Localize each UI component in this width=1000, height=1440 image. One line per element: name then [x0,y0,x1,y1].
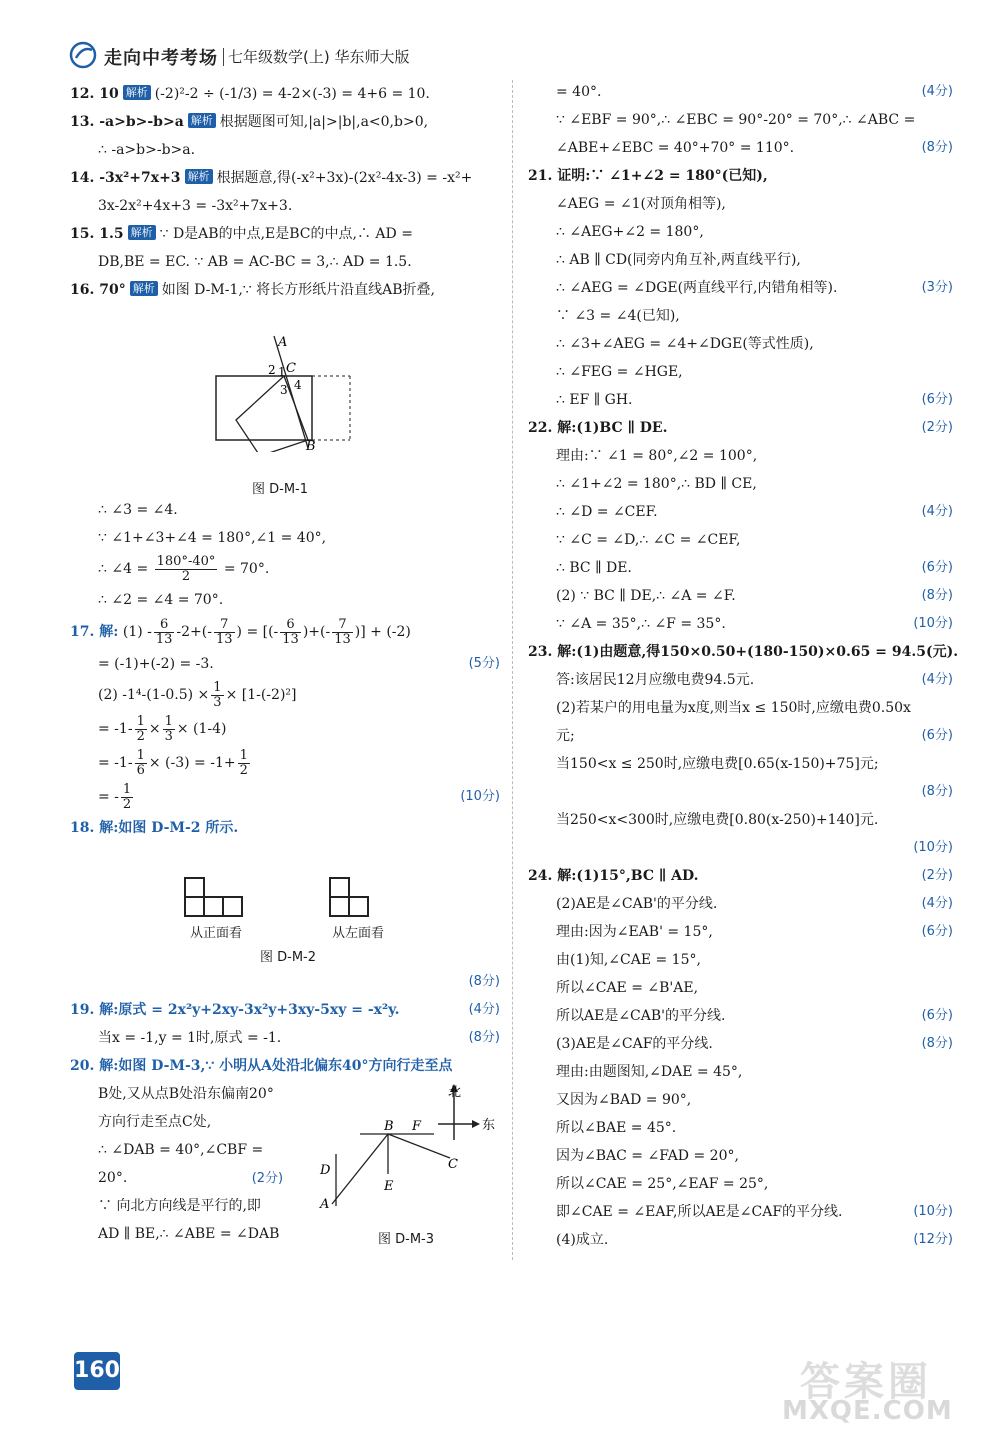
score-badge: (4分) [921,896,953,911]
q24-l13: 即∠CAE = ∠EAF,所以AE是∠CAF的平分线. (10分) [528,1198,953,1226]
score-badge: (6分) [921,560,953,575]
score-badge: (4分) [921,672,953,687]
q23-l1: 23. 解:(1)由题意,得150×0.50+(180-150)×0.65 = 94.5(元). [528,644,959,660]
analysis-tag: 解析 [188,113,216,128]
q17-l6: = - $\frac{1}{2}$ (10分) [70,780,500,814]
q22-l5: ∵ ∠C = ∠D,∴ ∠C = ∠CEF, [556,532,741,548]
label-4: 4 [294,378,302,392]
label-a: A [320,1197,330,1212]
label-e: E [384,1179,394,1194]
q21-l4: ∴ AB ∥ CD(同旁内角互补,两直线平行), [556,252,801,268]
page-number: 160 [74,1352,120,1390]
q22-l8: ∵ ∠A = 35°,∴ ∠F = 35°. (10分) [528,610,953,638]
q20-l1: 20. 解:如图 D-M-3,∵ 小明从A处沿北偏东40°方向行走至点 [70,1058,453,1074]
score-badge: (8分) [468,1030,500,1045]
q17-l2: = (-1)+(-2) = -3. (5分) [70,650,500,678]
q23-l5: 当150<x ≤ 250时,应缴电费[0.65(x-150)+75]元; [556,756,879,772]
q23-l5-score [528,778,953,806]
q23-l4: 元; (6分) [528,722,953,750]
fraction: $\frac{180^\circ-40^\circ}{2}$ [156,553,216,584]
q19-l2: 当x = -1,y = 1时,原式 = -1. (8分) [70,1024,500,1052]
q22-l7: (2) ∵ BC ∥ DE,∴ ∠A = ∠F. (8分) [528,582,953,610]
q24-l3: 理由:因为∠EAB' = 15°, (6分) [528,918,953,946]
score-badge: (10分) [913,1204,953,1219]
q24-l6: 所以AE是∠CAB'的平分线. (6分) [528,1002,953,1030]
left-view-label: 从左面看 [331,926,384,941]
q23-l6: 当250<x<300时,应缴电费[0.80(x-250)+140]元. [556,812,879,828]
q17-l3: (2) -1⁴-(1-0.5) × $\frac{1}{3}$ × [1-(-2)²] [98,679,297,710]
label-c: C [448,1157,458,1172]
figure-caption: 图 D-M-1 [251,482,308,497]
q21-l5: ∴ ∠AEG = ∠DGE(两直线平行,内错角相等). (3分) [528,274,953,302]
q17-l5: = -1- $\frac{1}{6}$ × (-3) = -1+ $\frac{1}{2}$ [98,747,248,778]
label-2: 2 [268,363,276,377]
q21-l7: ∴ ∠3+∠AEG = ∠4+∠DGE(等式性质), [556,336,814,352]
column-divider [512,80,514,1260]
watermark-logo: 答案圈 [800,1359,932,1405]
q13: 13. -a>b>-b>a 解析 根据题图可知,|a|>|b|,a<0,b>0, [70,114,429,130]
q20-cont-1: = 40°. (4分) [528,78,953,106]
label-b: B [384,1119,394,1134]
q24-l8: 理由:由题图知,∠DAE = 45°, [556,1064,743,1080]
analysis-tag: 解析 [130,281,158,296]
q20-cont-2: ∵ ∠EBF = 90°,∴ ∠EBC = 90°-20° = 70°,∴ ∠ABC = [556,112,916,128]
score-badge: (4分) [921,84,953,99]
q18-score [70,968,500,996]
q20-l7: AD ∥ BE,∴ ∠ABE = ∠DAB [98,1226,280,1242]
analysis-tag: 解析 [123,85,151,100]
figure-d-m-3 [312,1082,502,1222]
q16-l2: ∵ ∠1+∠3+∠4 = 180°,∠1 = 40°, [98,530,327,546]
figure-caption: 图 D-M-2 [259,950,316,965]
label-1: 1 [278,365,286,379]
q19-l1: 19. 解:原式 = 2x²y+2xy-3x²y+3xy-5xy = -x²y. (4分) [70,996,500,1024]
q17-l4: = -1- $\frac{1}{2}$ × $\frac{1}{3}$ × (1-4) [98,713,227,744]
q23-l3: (2)若某户的用电量为x度,则当x ≤ 150时,应缴电费0.50x [556,700,911,716]
q20-l2: B处,又从点B处沿东偏南20° [98,1086,274,1102]
label-b: B [306,439,316,452]
brand-title: 走向中考考场 [104,48,218,69]
q20-l5: 20°. (2分) [98,1170,284,1186]
score-badge: (4分) [468,1002,500,1017]
score-badge: (10分) [913,840,953,855]
score-badge: (6分) [921,1008,953,1023]
logo-icon [68,40,98,70]
q24-l1: 24. 解:(1)15°,BC ∥ AD. (2分) [528,862,953,890]
q22-l4: ∴ ∠D = ∠CEF. (4分) [528,498,953,526]
analysis-tag: 解析 [185,169,213,184]
score-badge: (6分) [921,728,953,743]
q24-l14: (4)成立. (12分) [528,1226,953,1254]
score-badge: (12分) [913,1232,953,1247]
q24-l11: 因为∠BAC = ∠FAD = 20°, [556,1148,739,1164]
score-badge: (8分) [921,1036,953,1051]
q23-l2: 答:该居民12月应缴电费94.5元. (4分) [528,666,953,694]
book-title: 七年级数学(上) 华东师大版 [228,48,410,66]
q21-l9: ∴ EF ∥ GH. (6分) [528,386,953,414]
figure-d-m-1 [210,332,360,452]
q20-l3: 方向行走至点C处, [98,1114,212,1130]
header-divider [223,48,224,66]
q23-l6-score [528,834,953,862]
q14-cont: 3x-2x²+4x+3 = -3x²+7x+3. [98,198,293,214]
right-column [528,78,959,1254]
q24-l12: 所以∠CAE = 25°,∠EAF = 25°, [556,1176,769,1192]
figure-caption: 图 D-M-3 [377,1232,434,1247]
label-a: A [278,335,288,350]
north-label: 北 [448,1085,462,1100]
q18-l1: 18. 解:如图 D-M-2 所示. [70,820,239,836]
score-badge: (3分) [921,280,953,295]
analysis-tag: 解析 [128,225,156,240]
label-d: D [320,1163,331,1178]
score-badge: (5分) [468,656,500,671]
score-badge: (2分) [921,420,953,435]
q24-l2: (2)AE是∠CAB'的平分线. (4分) [528,890,953,918]
watermark-url: MXQE.COM [782,1396,953,1426]
q20-l6: ∵ 向北方向线是平行的,即 [98,1198,261,1214]
q16: 16. 70° 解析 如图 D-M-1,∵ 将长方形纸片沿直线AB折叠, [70,282,436,298]
page-header [68,38,948,78]
q21-l3: ∴ ∠AEG+∠2 = 180°, [556,224,704,240]
q24-l10: 所以∠BAE = 45°. [556,1120,677,1136]
score-badge: (2分) [921,868,953,883]
q15: 15. 1.5 解析 ∵ D是AB的中点,E是BC的中点,∴ AD = [70,226,413,242]
q13-cont: ∴ -a>b>-b>a. [98,142,196,158]
score-badge: (8分) [921,588,953,603]
score-badge: (10分) [460,789,500,804]
q16-l1: ∴ ∠3 = ∠4. [98,502,178,518]
q22-l3: ∴ ∠1+∠2 = 180°,∴ BD ∥ CE, [556,476,757,492]
score-badge: (4分) [921,504,953,519]
east-label: 东 [482,1118,496,1133]
label-c: C [286,361,296,376]
q24-l9: 又因为∠BAD = 90°, [556,1092,692,1108]
q24-l4: 由(1)知,∠CAE = 15°, [556,952,701,968]
q14: 14. -3x²+7x+3 解析 根据题意,得(-x²+3x)-(2x²-4x-3) = -x²+ [70,170,473,186]
q21-l6: ∵ ∠3 = ∠4(已知), [556,308,680,324]
q17-l1: 17. 解: (1) - $\frac{6}{13}$ -2+(- $\frac{7}{13}$ ) = [(- $\frac{6}{13}$ )+(- $\frac{7}{13}$ )] + (-2) [70,616,411,647]
q20-cont-3: ∠ABE+∠EBC = 40°+70° = 110°. (8分) [528,134,953,162]
score-badge: (6分) [921,924,953,939]
q16-l3: ∴ ∠4 = $\frac{180^\circ-40^\circ}{2}$ = 70°. [98,553,270,584]
left-column-q16 [70,496,500,842]
q16-l4: ∴ ∠2 = ∠4 = 70°. [98,592,224,608]
left-column [70,80,500,304]
q22-l2: 理由:∵ ∠1 = 80°,∠2 = 100°, [556,448,758,464]
score-badge: (8分) [468,974,500,989]
label-3: 3 [280,383,288,397]
front-view-label: 从正面看 [189,926,242,941]
score-badge: (8分) [921,784,953,799]
q22-l1: 22. 解:(1)BC ∥ DE. (2分) [528,414,953,442]
label-f: F [412,1119,422,1134]
q20-l4: ∴ ∠DAB = 40°,∠CBF = [98,1142,264,1158]
q15-cont: DB,BE = EC. ∵ AB = AC-BC = 3,∴ AD = 1.5. [98,254,412,270]
q24-l7: (3)AE是∠CAF的平分线. (8分) [528,1030,953,1058]
score-badge: (2分) [251,1171,284,1186]
q22-l6: ∴ BC ∥ DE. (6分) [528,554,953,582]
q21-l1: 21. 证明:∵ ∠1+∠2 = 180°(已知), [528,168,768,184]
q12: 12. 10 解析 (-2)²-2 ÷ (-1/3) = 4-2×(-3) = 4+6 = 10. [70,86,430,102]
score-badge: (10分) [913,616,953,631]
figure-d-m-2 [180,876,420,926]
q21-l2: ∠AEG = ∠1(对顶角相等), [556,196,726,212]
score-badge: (6分) [921,392,953,407]
q24-l5: 所以∠CAE = ∠B'AE, [556,980,699,996]
score-badge: (8分) [921,140,953,155]
q21-l8: ∴ ∠FEG = ∠HGE, [556,364,683,380]
